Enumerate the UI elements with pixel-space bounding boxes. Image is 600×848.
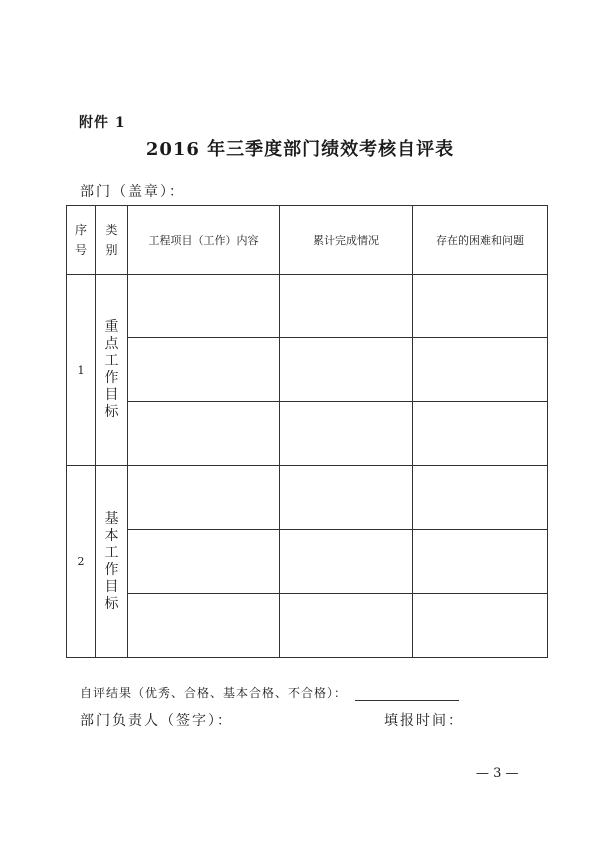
result-blank[interactable] <box>355 686 459 701</box>
progress-cell[interactable] <box>280 594 413 658</box>
issues-cell[interactable] <box>413 466 548 530</box>
department-label: 部门（盖章）： <box>80 184 185 200</box>
index-header-char: 序 <box>74 223 87 237</box>
group-category-label: 重点工作目标 <box>104 319 119 420</box>
header-row <box>67 206 548 275</box>
group-category-label: 基本工作目标 <box>104 510 119 612</box>
project-cell[interactable] <box>128 338 280 402</box>
project-cell[interactable] <box>128 466 280 530</box>
progress-header: 累计完成情况 <box>280 206 413 275</box>
category-header-char: 类 <box>105 223 118 237</box>
project-cell[interactable] <box>128 594 280 658</box>
issues-cell[interactable] <box>413 530 548 594</box>
project-cell[interactable] <box>128 275 280 338</box>
table-row <box>67 402 548 466</box>
issues-cell[interactable] <box>413 594 548 658</box>
attachment-label: 附件 1 <box>79 115 126 131</box>
page-number: — 3 — <box>476 766 519 781</box>
progress-cell[interactable] <box>280 275 413 338</box>
issues-cell[interactable] <box>413 338 548 402</box>
index-header <box>67 206 96 275</box>
issues-cell[interactable] <box>413 402 548 466</box>
category-header <box>96 206 128 275</box>
progress-cell[interactable] <box>280 466 413 530</box>
table-row <box>67 275 548 338</box>
table-row <box>67 594 548 658</box>
group-index-cell: 1 <box>67 275 96 466</box>
progress-cell[interactable] <box>280 402 413 466</box>
page-title: 2016 年三季度部门绩效考核自评表 <box>145 139 455 160</box>
issues-header: 存在的困难和问题 <box>413 206 548 275</box>
project-cell[interactable] <box>128 530 280 594</box>
group-index-cell: 2 <box>67 466 96 658</box>
group-category-cell <box>96 466 128 658</box>
category-header-char: 别 <box>105 243 118 257</box>
fill-time-label: 填报时间： <box>384 713 464 729</box>
self-evaluation-result <box>80 684 459 701</box>
issues-cell[interactable] <box>413 275 548 338</box>
group-category-cell <box>96 275 128 466</box>
evaluation-table <box>66 205 548 658</box>
table-row <box>67 530 548 594</box>
project-header: 工程项目（工作）内容 <box>128 206 280 275</box>
progress-cell[interactable] <box>280 338 413 402</box>
table-row <box>67 466 548 530</box>
index-header-char: 号 <box>74 243 87 257</box>
project-cell[interactable] <box>128 402 280 466</box>
signer-label: 部门负责人（签字）： <box>80 713 233 729</box>
result-label: 自评结果（优秀、合格、基本合格、不合格）： <box>80 686 348 700</box>
table-row <box>67 338 548 402</box>
progress-cell[interactable] <box>280 530 413 594</box>
